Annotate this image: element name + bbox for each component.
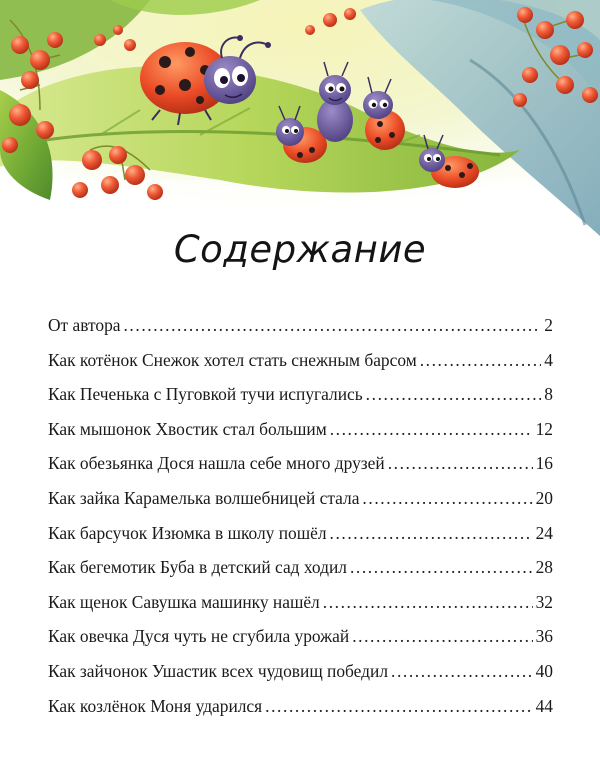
toc-entry-title: Как щенок Савушка машинку нашёл [48,591,320,612]
toc-entry-title: Как мышонок Хвостик стал большим [48,418,327,439]
toc-entry[interactable] [48,619,553,654]
toc-entry[interactable] [48,516,553,551]
toc-entry[interactable] [48,689,553,724]
toc-leader-dots [123,308,541,343]
toc-leader-dots [330,412,533,447]
toc-entry-page-number: 4 [544,349,553,370]
toc-leader-dots [391,654,533,689]
toc-leader-dots [362,481,532,516]
toc-entry-page-number: 8 [544,384,553,405]
toc-leader-dots [265,689,532,724]
toc-entry-page-number: 40 [535,660,553,681]
toc-leader-dots [420,343,542,378]
table-of-contents [48,308,553,723]
toc-entry[interactable] [48,550,553,585]
toc-entry-title: Как обезьянка Дося нашла себе много друзей [48,453,385,474]
toc-entry-page-number: 36 [535,626,553,647]
toc-entry-page-number: 16 [535,453,553,474]
toc-leader-dots [366,377,542,412]
toc-entry[interactable] [48,481,553,516]
toc-entry-title: Как овечка Дуся чуть не сгубила урожай [48,626,350,647]
toc-leader-dots [330,516,533,551]
toc-entry-page-number: 44 [535,695,553,716]
toc-entry-page-number: 24 [535,522,553,543]
toc-entry[interactable] [48,585,553,620]
toc-entry[interactable] [48,377,553,412]
toc-entry-page-number: 2 [544,315,553,335]
toc-entry-title: Как зайка Карамелька волшебницей стала [48,487,360,508]
ladybugs-illustration [0,0,600,236]
toc-leader-dots [350,550,533,585]
toc-entry-title: От автора [48,315,121,335]
toc-entry-title: Как козлёнок Моня ударился [48,695,263,716]
toc-entry[interactable] [48,412,553,447]
toc-entry-title: Как Печенька с Пуговкой тучи испугались [48,384,363,405]
toc-entry-title: Как бегемотик Буба в детский сад ходил [48,557,347,578]
toc-entry-title: Как зайчонок Ушастик всех чудовищ победил [48,660,388,681]
toc-entry-page-number: 28 [535,557,553,578]
toc-entry-page-number: 12 [535,418,553,439]
toc-entry-page-number: 20 [535,487,553,508]
toc-entry-page-number: 32 [535,591,553,612]
page-title: Содержание [173,228,427,271]
toc-entry[interactable] [48,654,553,689]
toc-entry[interactable] [48,343,553,378]
toc-entry[interactable] [48,308,553,343]
toc-leader-dots [388,446,533,481]
toc-entry[interactable] [48,446,553,481]
toc-entry-title: Как барсучок Изюмка в школу пошёл [48,522,327,543]
toc-entry-title: Как котёнок Снежок хотел стать снежным барсом [48,349,417,370]
toc-leader-dots [323,585,533,620]
toc-leader-dots [352,619,532,654]
